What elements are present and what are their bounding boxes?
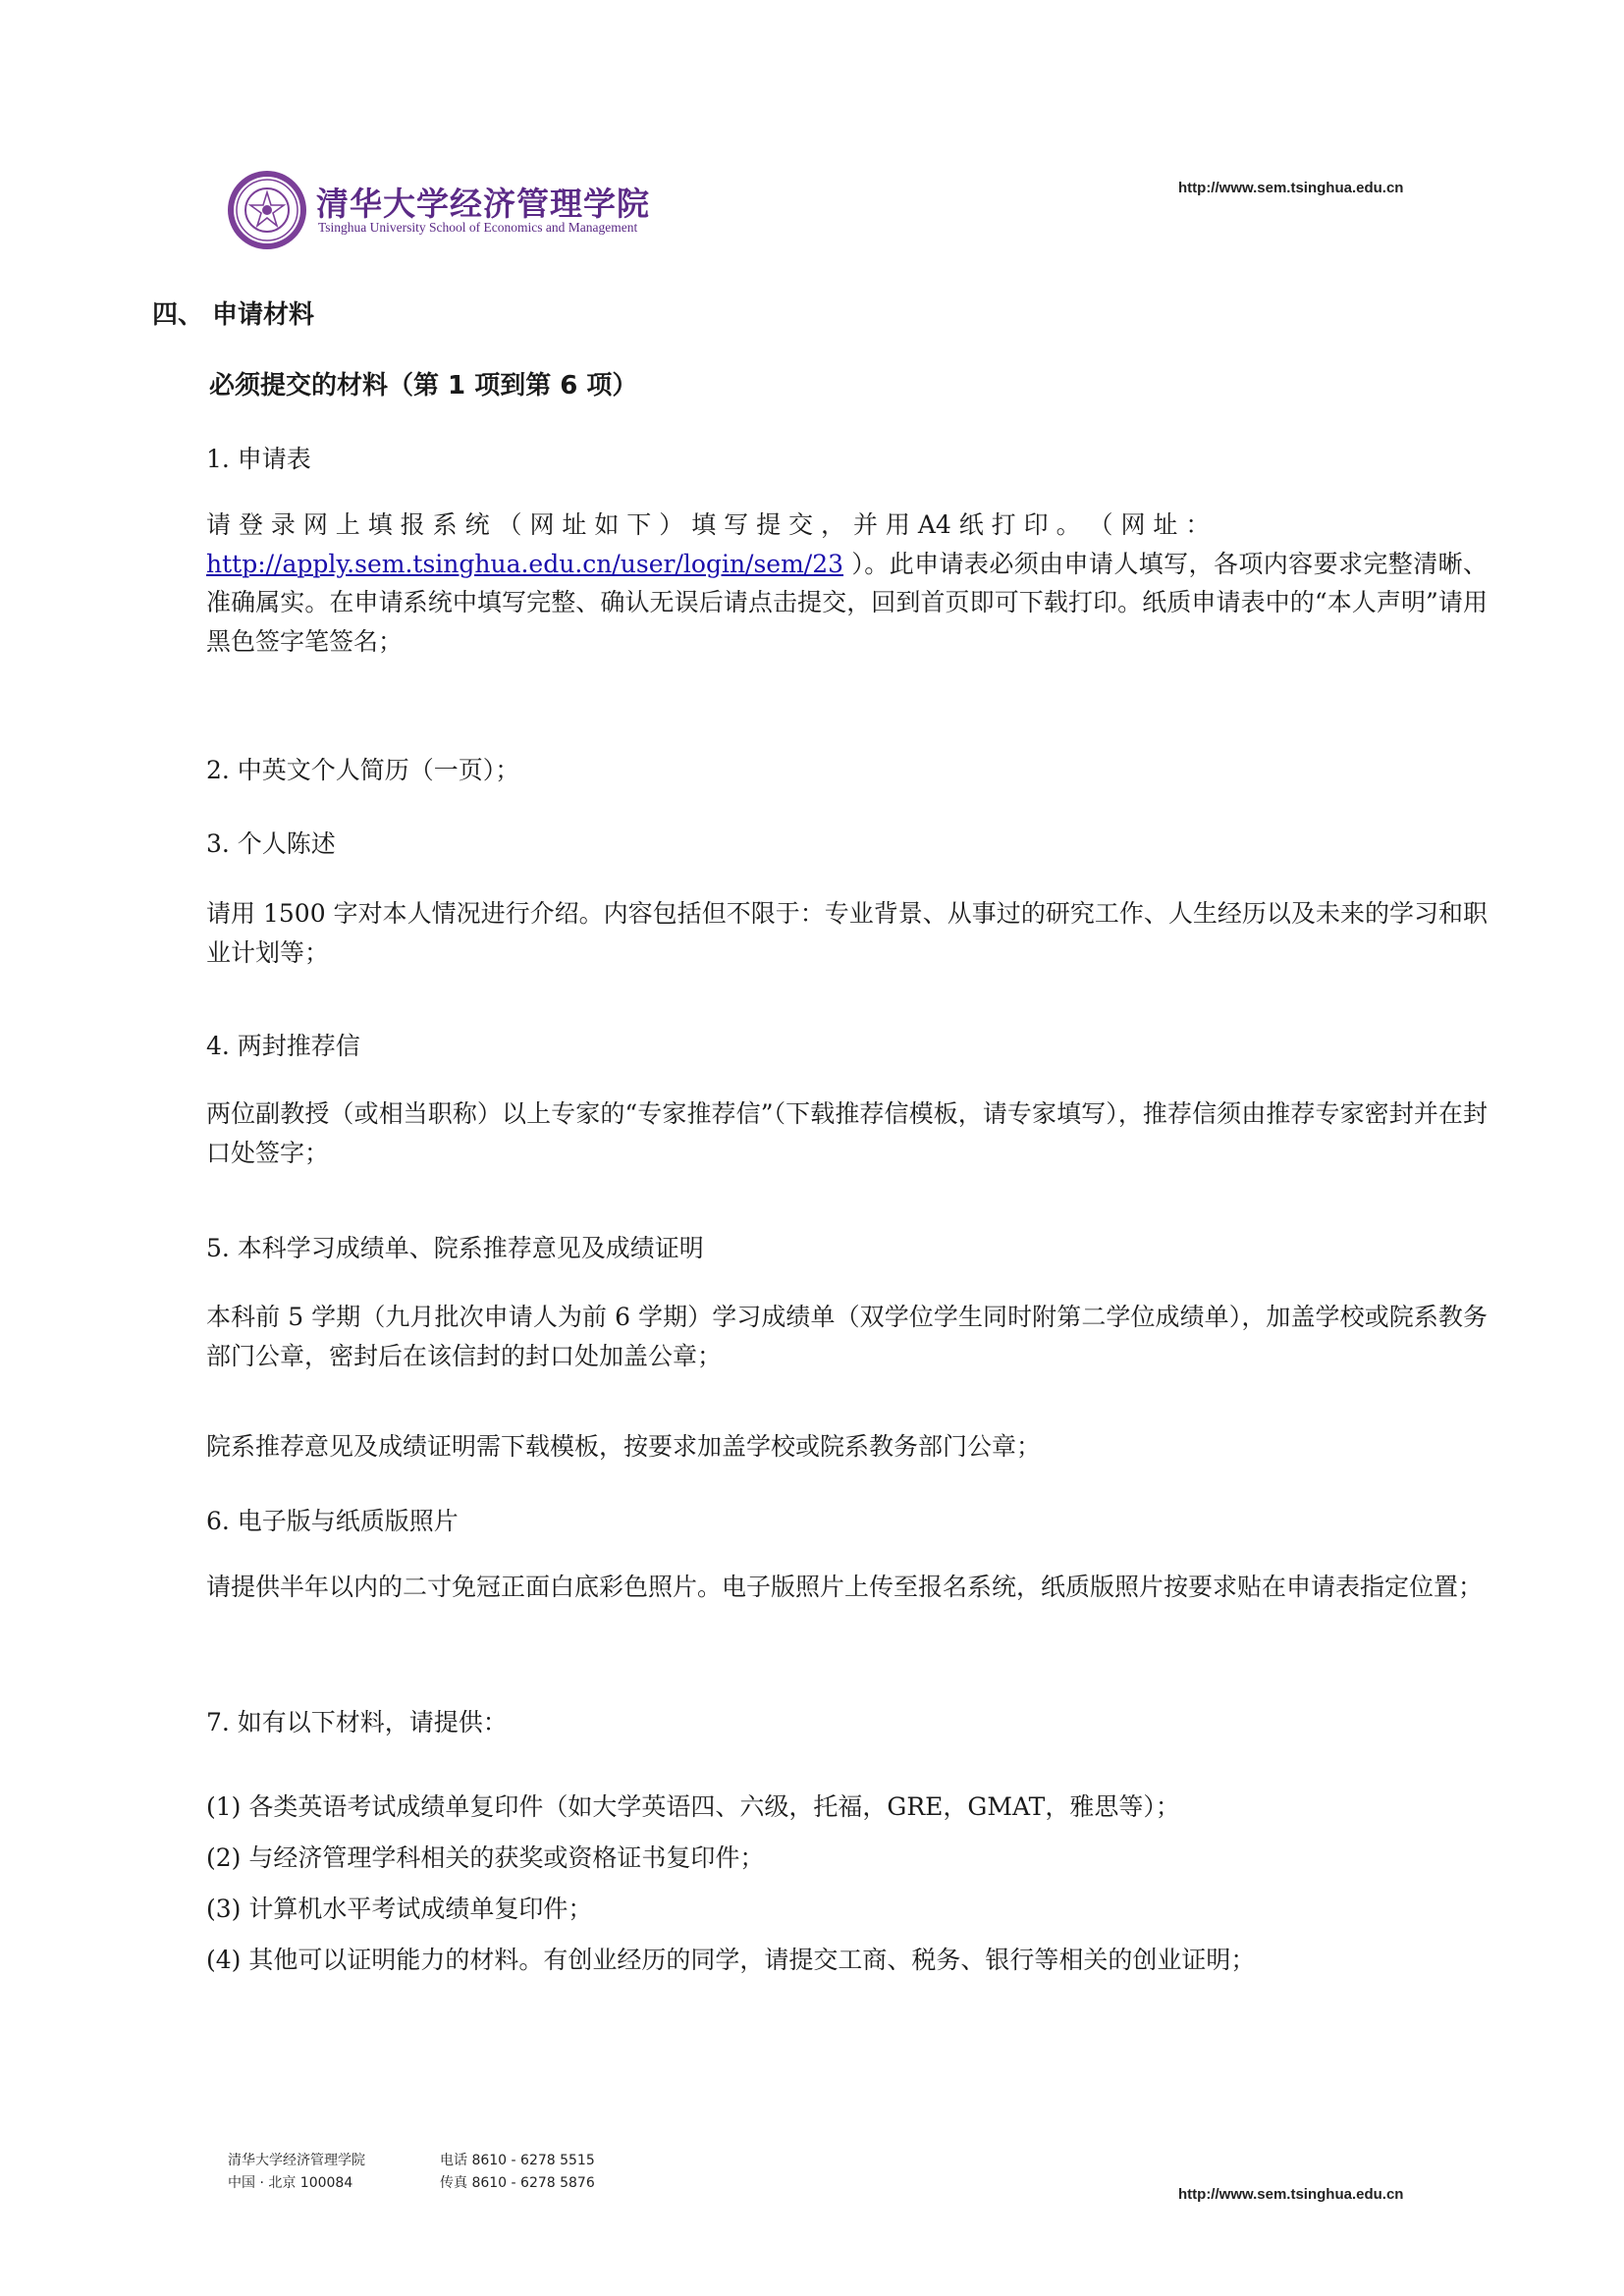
item-3-text: 请用 1500 字对本人情况进行介绍。内容包括但不限于：专业背景、从事过的研究工作、人生经历以及未来的学习和职业计划等；	[206, 899, 1488, 967]
item-1-text	[206, 506, 1488, 661]
footer-url[interactable]: http://www.sem.tsinghua.edu.cn	[1178, 2186, 1404, 2203]
item-2-title: 2. 中英文个人简历（一页）；	[206, 756, 520, 784]
item-7-sublist	[206, 1782, 1255, 1986]
item-1-text-b: ）。此申请表必须由申请人填写，各项内容要求完整清晰、准确属实。在申请系统中填写完整、确认无误后请点击提交，回到首页即可下载打印。纸质申请表中的“本人声明”请用黑色签字笔签名；	[206, 549, 1488, 656]
footer-tel: 电话 8610 - 6278 5515	[440, 2153, 595, 2168]
item-5-text-a: 本科前 5 学期（九月批次申请人为前 6 学期）学习成绩单（双学位学生同时附第二学位成绩单），加盖学校或院系教务部门公章，密封后在该信封的封口处加盖公章；	[206, 1303, 1488, 1370]
item-1-title: 1. 申请表	[206, 445, 311, 473]
list-item: (1) 各类英语考试成绩单复印件（如大学英语四、六级，托福，GRE，GMAT，雅思等）；	[206, 1792, 1180, 1821]
logo-chinese-name: 清华大学经济管理学院	[316, 185, 650, 223]
university-seal-icon	[226, 169, 308, 251]
footer-city: 中国 · 北京 100084	[228, 2175, 353, 2191]
logo-english-name: Tsinghua University School of Economics and Management	[318, 220, 638, 235]
footer-org: 清华大学经济管理学院	[228, 2153, 365, 2168]
school-logo	[226, 169, 650, 257]
required-materials-heading: 必须提交的材料（第 1 项到第 6 项）	[209, 371, 638, 400]
header-url[interactable]: http://www.sem.tsinghua.edu.cn	[1178, 180, 1404, 196]
item-5-text-b: 院系推荐意见及成绩证明需下载模板，按要求加盖学校或院系教务部门公章；	[206, 1432, 1042, 1461]
item-7-title: 7. 如有以下材料，请提供：	[206, 1708, 508, 1736]
list-item: (3) 计算机水平考试成绩单复印件；	[206, 1895, 593, 1923]
footer-contact	[440, 2150, 595, 2195]
footer-fax: 传真 8610 - 6278 5876	[440, 2175, 595, 2191]
item-5-title: 5. 本科学习成绩单、院系推荐意见及成绩证明	[206, 1234, 704, 1262]
item-4-title: 4. 两封推荐信	[206, 1032, 360, 1060]
footer-address	[228, 2150, 365, 2195]
item-4-text: 两位副教授（或相当职称）以上专家的“专家推荐信”（下载推荐信模板，请专家填写），推荐信须由推荐专家密封并在封口处签字；	[206, 1099, 1488, 1167]
item-6-title: 6. 电子版与纸质版照片	[206, 1507, 459, 1535]
list-item: (4) 其他可以证明能力的材料。有创业经历的同学，请提交工商、税务、银行等相关的创业证明；	[206, 1946, 1256, 1974]
item-3-title: 3. 个人陈述	[206, 829, 336, 858]
item-6-text: 请提供半年以内的二寸免冠正面白底彩色照片。电子版照片上传至报名系统，纸质版照片按要求贴在申请表指定位置；	[206, 1573, 1484, 1601]
item-1-text-a: 请 登 录 网 上 填 报 系 统 （ 网 址 如 下 ） 填 写 提 交 ， 并 用 A4 纸 打 印 。 （ 网 址 ：	[206, 510, 1211, 539]
list-item: (2) 与经济管理学科相关的获奖或资格证书复印件；	[206, 1843, 765, 1872]
section-title: 四、 申请材料	[152, 300, 315, 330]
application-link[interactable]: http://apply.sem.tsinghua.edu.cn/user/login/sem/23	[206, 549, 844, 578]
